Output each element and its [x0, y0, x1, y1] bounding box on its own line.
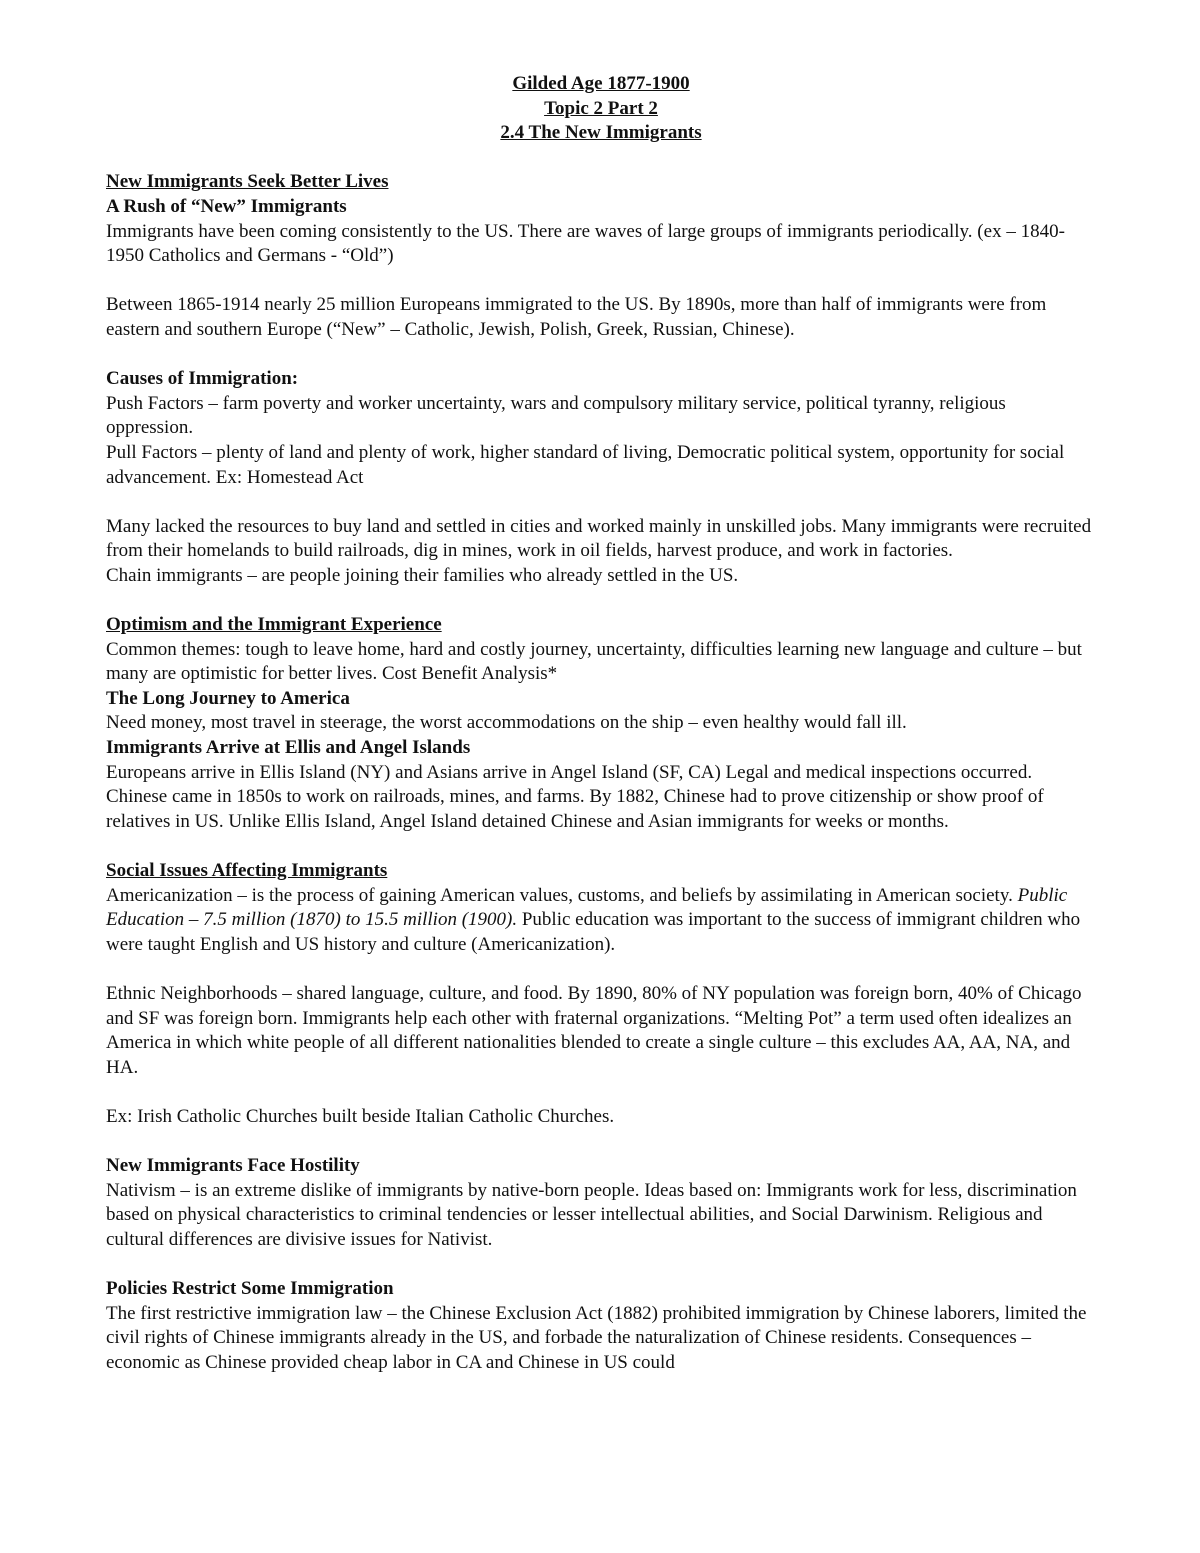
- spacer: [106, 1080, 1096, 1105]
- section-heading: New Immigrants Seek Better Lives: [106, 171, 389, 193]
- document-page: [106, 72, 1096, 1375]
- paragraph: Chinese came in 1850s to work on railroads, mines, and farms. By 1882, Chinese had to prove citizenship or show proof of relatives in US. Unlike Ellis Island, Angel Island detained Chinese and Asian immigrants for weeks or months.: [106, 786, 1044, 832]
- section-social-issues: [106, 859, 1096, 1130]
- spacer: [106, 834, 1096, 859]
- subheading: Immigrants Arrive at Ellis and Angel Islands: [106, 737, 471, 759]
- section-better-lives: [106, 170, 1096, 342]
- document-title: Gilded Age 1877-1900: [512, 73, 690, 94]
- section-heading: Social Issues Affecting Immigrants: [106, 860, 388, 881]
- paragraph: Europeans arrive in Ellis Island (NY) and Asians arrive in Angel Island (SF, CA) Legal and medical inspections occurred.: [106, 761, 1033, 783]
- section-heading: Policies Restrict Some Immigration: [106, 1278, 394, 1300]
- text-run: Americanization – is the process of gaining American values, customs, and beliefs by assimilating in American society.: [106, 884, 1018, 906]
- paragraph: [106, 884, 1096, 958]
- text-run: Public education was important to the success of immigrant children who were taught English and US history and culture (Americanization).: [106, 909, 1081, 955]
- spacer: [106, 146, 1096, 171]
- document-header: [106, 72, 1096, 146]
- paragraph: Immigrants have been coming consistently to the US. There are waves of large groups of immigrants periodically. (ex – 1840-1950 Catholics and Germans - “Old”): [106, 220, 1065, 267]
- paragraph: Ex: Irish Catholic Churches built beside Italian Catholic Churches.: [106, 1105, 615, 1127]
- paragraph: Push Factors – farm poverty and worker uncertainty, wars and compulsory military service, political tyranny, religious oppression.: [106, 392, 1006, 439]
- section-heading: New Immigrants Face Hostility: [106, 1155, 360, 1177]
- paragraph: Common themes: tough to leave home, hard and costly journey, uncertainty, difficulties learning new language and culture – but many are optimistic for better lives. Cost Benefit Analysis*: [106, 638, 1082, 685]
- section-optimism: [106, 613, 1096, 834]
- subheading: The Long Journey to America: [106, 687, 350, 709]
- paragraph: Nativism – is an extreme dislike of immigrants by native-born people. Ideas based on: Immigrants work for less, discrimination based on physical characteristics to criminal tendencies or lesser intellectual abilities, and Social Darwinism. Religious and cultural differences are divisive issues for Nativist.: [106, 1179, 1077, 1250]
- paragraph: Many lacked the resources to buy land and settled in cities and worked mainly in unskilled jobs. Many immigrants were recruited from their homelands to build railroads, dig in mines, work in oil fields, harvest produce, and work in factories.: [106, 515, 1092, 562]
- subheading: A Rush of “New” Immigrants: [106, 195, 347, 217]
- paragraph: Need money, most travel in steerage, the worst accommodations on the ship – even healthy would fall ill.: [106, 712, 907, 734]
- paragraph: Chain immigrants – are people joining their families who already settled in the US.: [106, 564, 739, 586]
- paragraph: Between 1865-1914 nearly 25 million Europeans immigrated to the US. By 1890s, more than half of immigrants were from eastern and southern Europe (“New” – Catholic, Jewish, Polish, Greek, Russian, Chinese).: [106, 294, 1047, 340]
- spacer: [106, 490, 1096, 515]
- section-heading: Causes of Immigration:: [106, 368, 299, 390]
- section-title: 2.4 The New Immigrants: [500, 122, 702, 144]
- spacer: [106, 269, 1096, 294]
- section-causes: [106, 367, 1096, 588]
- spacer: [106, 1130, 1096, 1155]
- spacer: [106, 343, 1096, 368]
- paragraph: Ethnic Neighborhoods – shared language, culture, and food. By 1890, 80% of NY population was foreign born, 40% of Chicago and SF was foreign born. Immigrants help each other with fraternal organizations. “Melting Pot” a term used often idealizes an America in which white people of all different nationalities blended to create a single culture – this excludes AA, AA, NA, and HA.: [106, 982, 1082, 1078]
- spacer: [106, 1253, 1096, 1278]
- italic-text-run: Public Education – 7.5 million (1870) to 15.5 million (1900).: [106, 884, 1068, 931]
- spacer: [106, 957, 1096, 982]
- section-heading: Optimism and the Immigrant Experience: [106, 614, 442, 636]
- section-policies: [106, 1277, 1096, 1375]
- topic-title: Topic 2 Part 2: [544, 97, 658, 119]
- paragraph: The first restrictive immigration law – the Chinese Exclusion Act (1882) prohibited immigration by Chinese laborers, limited the civil rights of Chinese immigrants already in the US, and forbade the naturalization of Chinese residents. Consequences – economic as Chinese provided cheap labor in CA and Chinese in US could: [106, 1302, 1087, 1373]
- section-hostility: [106, 1154, 1096, 1252]
- spacer: [106, 588, 1096, 613]
- paragraph: Pull Factors – plenty of land and plenty of work, higher standard of living, Democratic political system, opportunity for social advancement. Ex: Homestead Act: [106, 441, 1065, 488]
